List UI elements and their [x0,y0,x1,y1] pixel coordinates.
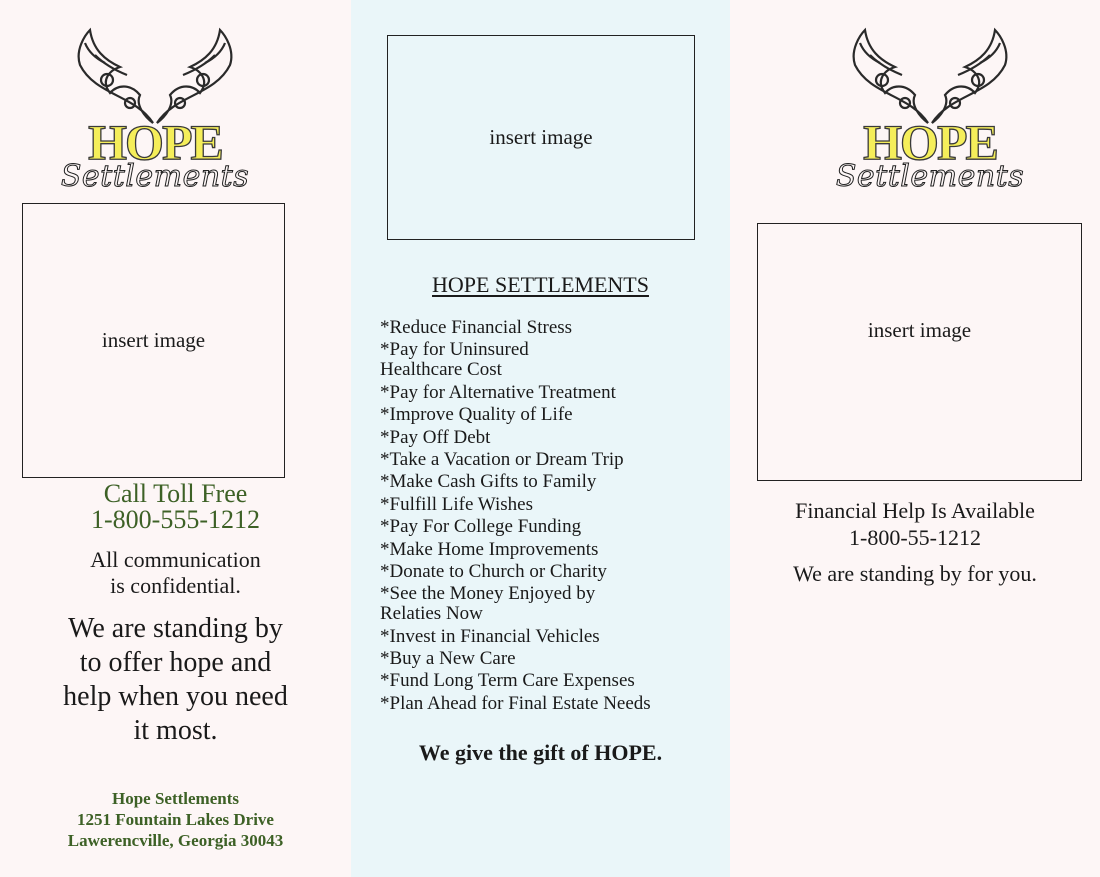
image-placeholder [757,223,1082,481]
list-item: *See the Money Enjoyed by Relaties Now [380,583,596,625]
phone-number: 1-800-55-1212 [849,525,981,550]
right-panel [730,0,1100,877]
standing-line: to offer hope and [79,647,272,678]
confidential-line-1: All communication [90,547,261,572]
image-placeholder-label: insert image [867,317,972,342]
list-item: *Fulfill Life Wishes [380,493,533,515]
list-item: *Plan Ahead for Final Estate Needs [380,692,651,714]
financial-help-label: Financial Help Is Available [795,498,1035,523]
list-item: *Make Home Improvements [380,538,599,560]
image-placeholder-label: insert image [489,125,593,149]
section-heading: HOPE SETTLEMENTS [432,272,649,297]
financial-help-block [730,497,1100,551]
benefits-list [380,318,725,716]
city-state-zip: Lawerencville, Georgia 30043 [67,831,284,850]
list-item: *Take a Vacation or Dream Trip [380,448,624,470]
list-item: *Invest in Financial Vehicles [380,625,600,647]
list-item: *Pay for Alternative Treatment [380,381,616,403]
hope-logo [830,25,1030,195]
image-placeholder [387,35,695,240]
left-panel [0,0,351,877]
list-item: *Pay for Uninsured Healthcare Cost [380,339,529,381]
logo-subtitle: Settlements [835,159,1025,194]
logo-subtitle: Settlements [60,159,250,194]
list-item: *Reduce Financial Stress [380,317,573,338]
hope-logo [55,25,255,195]
logo-wordmark: HOPE [863,114,997,170]
standing-line: help when you need [63,681,288,712]
phone-number: 1-800-555-1212 [91,505,260,534]
center-panel [351,0,730,877]
image-placeholder [22,203,285,478]
standing-by-message [0,612,351,748]
standing-line: We are standing by [68,613,283,644]
list-item: *Pay Off Debt [380,426,491,448]
standing-by-message: We are standing by for you. [793,561,1037,586]
logo-wordmark: HOPE [88,114,222,170]
company-name: Hope Settlements [111,789,239,808]
confidential-line-2: is confidential. [110,573,241,598]
address-block [0,788,351,851]
list-item: *Make Cash Gifts to Family [380,471,597,493]
call-toll-free-label: Call Toll Free [103,479,248,508]
image-placeholder-label: insert image [101,328,206,352]
list-item: *Pay For College Funding [380,516,582,538]
list-item: *Fund Long Term Care Expenses [380,670,635,692]
street-address: 1251 Fountain Lakes Drive [77,810,274,829]
list-item: *Donate to Church or Charity [380,560,607,582]
tagline: We give the gift of HOPE. [418,740,663,765]
list-item: *Buy a New Care [380,648,516,670]
standing-line: it most. [133,715,218,746]
toll-free-block [0,481,351,533]
list-item: *Improve Quality of Life [380,404,573,426]
confidential-note [0,547,351,599]
